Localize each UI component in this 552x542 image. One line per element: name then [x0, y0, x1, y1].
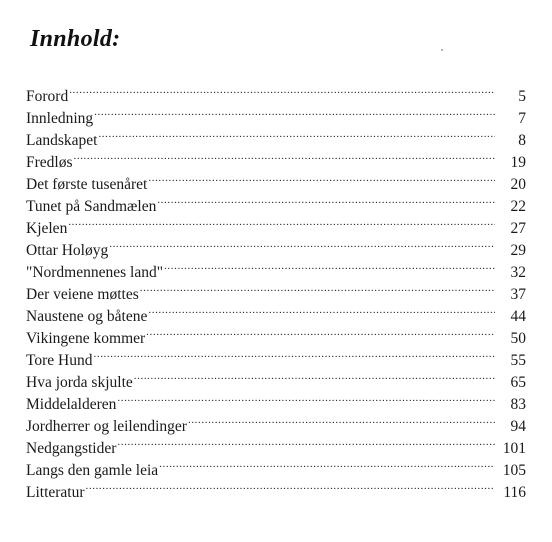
toc-entry-page-number: 5: [518, 88, 526, 105]
toc-entry-label: Der veiene møttes: [26, 286, 139, 303]
toc-entry: [26, 145, 526, 171]
toc-entry-page-number: 65: [510, 374, 526, 391]
toc-dot-leader: [146, 321, 495, 343]
toc-entry-page-number: 29: [510, 242, 526, 259]
toc-entry-page-number: 50: [510, 330, 526, 347]
toc-entry-page-number: 101: [502, 440, 526, 457]
toc-entry-label: "Nordmennenes land": [26, 264, 164, 281]
toc-entry-label: Jordherrer og leilendinger: [26, 418, 187, 435]
toc-dot-leader: [148, 299, 495, 321]
toc-entry-label: Tore Hund: [26, 352, 93, 369]
toc-dot-leader: [109, 233, 495, 255]
toc-dot-leader: [86, 475, 495, 497]
toc-dot-leader: [117, 431, 495, 453]
toc-entry-page-number: 55: [510, 352, 526, 369]
toc-entry-page-number: 19: [510, 154, 526, 171]
toc-entry-page-number: 94: [510, 418, 526, 435]
toc-dot-leader: [94, 343, 496, 365]
toc-entry-page-number: 44: [510, 308, 526, 325]
toc-dot-leader: [68, 211, 495, 233]
toc-entry-page-number: 22: [510, 198, 526, 215]
toc-dot-leader: [98, 123, 495, 145]
toc-entry: [26, 101, 526, 127]
toc-entry-label: Middelalderen: [26, 396, 117, 413]
toc-dot-leader: [164, 255, 495, 277]
toc-entry-label: Naustene og båtene: [26, 308, 148, 325]
toc-entry-page-number: 37: [510, 286, 526, 303]
toc-dot-leader: [140, 277, 495, 299]
toc-entry: [26, 343, 526, 369]
toc-entry-label: Vikingene kommer: [26, 330, 146, 347]
toc-entry: [26, 79, 526, 105]
toc-dot-leader: [74, 145, 496, 167]
toc-dot-leader: [157, 189, 495, 211]
toc-entry-page-number: 32: [510, 264, 526, 281]
toc-dot-leader: [159, 453, 495, 475]
toc-entry-label: Landskapet: [26, 132, 98, 149]
toc-entry-page-number: 8: [518, 132, 526, 149]
toc-entry-label: Tunet på Sandmælen: [26, 198, 157, 215]
toc-dot-leader: [117, 387, 495, 409]
toc-entry-page-number: 27: [510, 220, 526, 237]
toc-entry: [26, 167, 526, 193]
toc-entry-label: Langs den gamle leia: [26, 462, 159, 479]
toc-dot-leader: [134, 365, 495, 387]
toc-entry: [26, 365, 526, 391]
toc-entry-page-number: 116: [503, 484, 526, 501]
toc-entry-label: Ottar Holøyg: [26, 242, 109, 259]
toc-entry-label: Litteratur: [26, 484, 85, 501]
table-of-contents: [26, 79, 526, 501]
toc-entry: [26, 475, 526, 501]
toc-dot-leader: [94, 101, 495, 123]
toc-heading: Innhold:: [30, 26, 121, 52]
toc-entry-label: Nedgangstider: [26, 440, 117, 457]
toc-entry-page-number: 20: [510, 176, 526, 193]
toc-entry-page-number: 7: [518, 110, 526, 127]
toc-entry-label: Kjelen: [26, 220, 68, 237]
toc-entry-label: Fredløs: [26, 154, 73, 171]
toc-dot-leader: [188, 409, 495, 431]
toc-entry-label: Hva jorda skjulte: [26, 374, 133, 391]
toc-entry: [26, 211, 526, 237]
toc-entry-label: Forord: [26, 88, 69, 105]
toc-dot-leader: [148, 167, 495, 189]
toc-entry: [26, 123, 526, 149]
toc-entry: [26, 233, 526, 259]
toc-entry-page-number: 83: [510, 396, 526, 413]
toc-entry-page-number: 105: [502, 462, 526, 479]
toc-entry-label: Det første tusenåret: [26, 176, 148, 193]
scan-speck: [441, 49, 443, 51]
toc-dot-leader: [69, 79, 495, 101]
toc-entry-label: Innledning: [26, 110, 94, 127]
